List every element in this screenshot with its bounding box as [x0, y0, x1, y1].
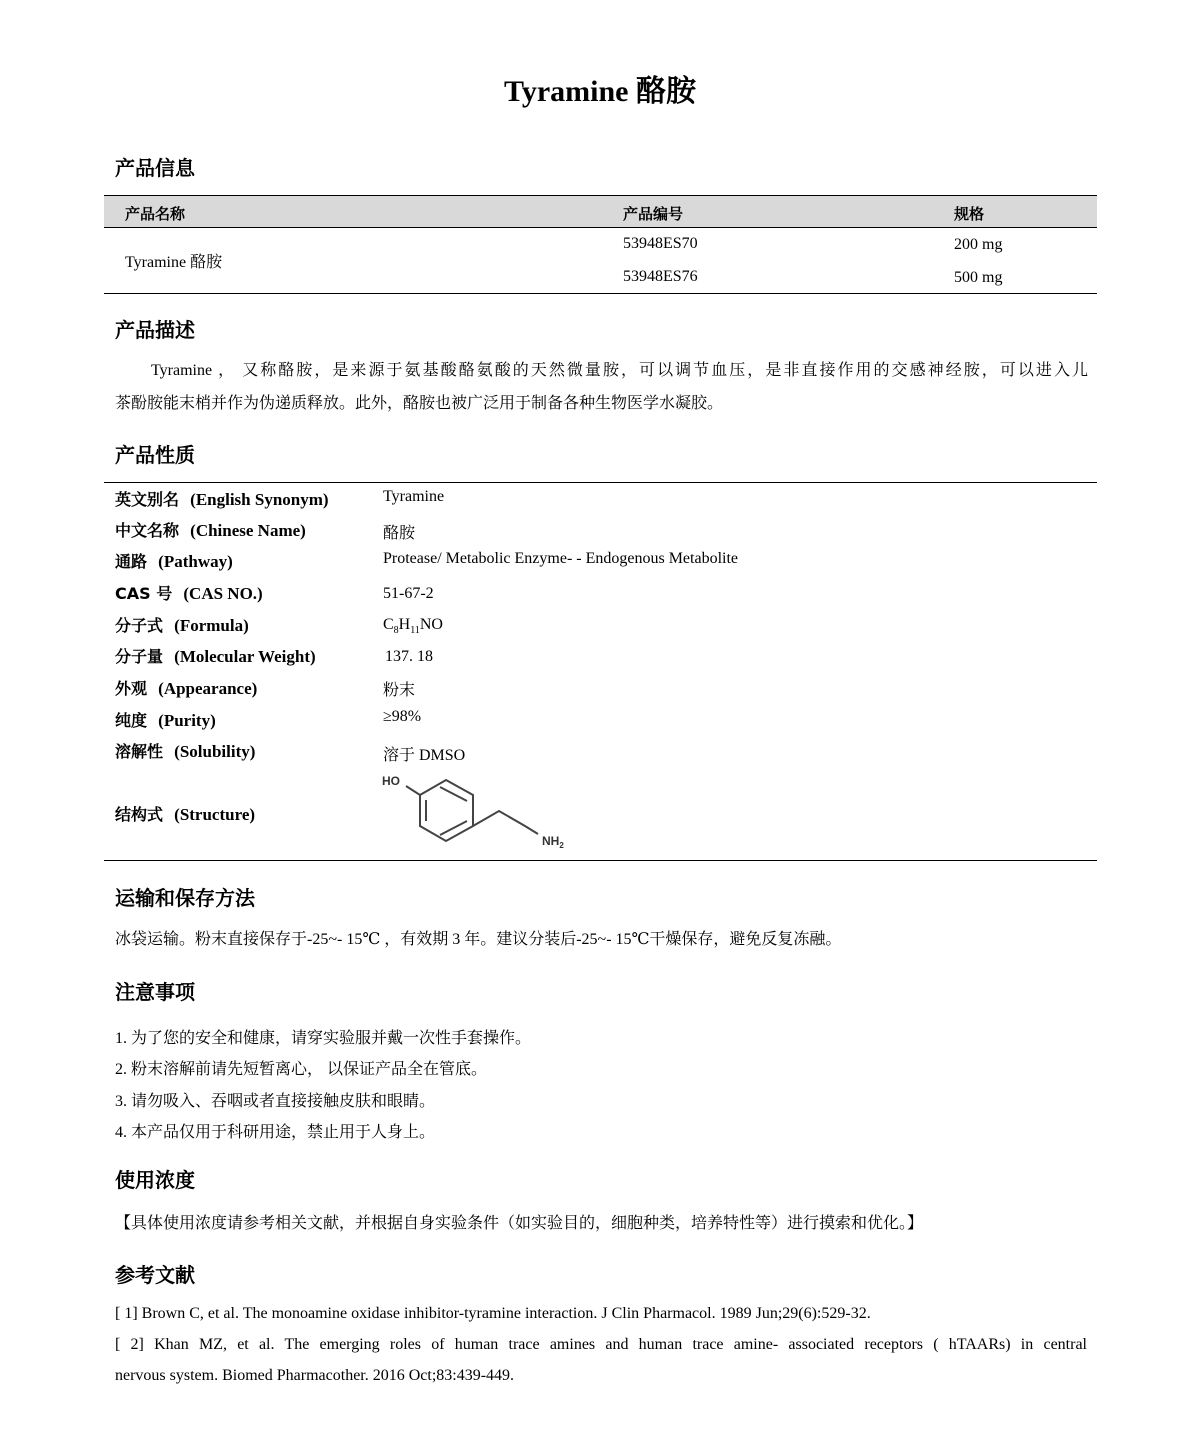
property-label-en: (Formula): [174, 616, 249, 635]
note-item: 1. 为了您的安全和健康，请穿实验服并戴一次性手套操作。: [115, 1030, 532, 1047]
property-label-en: (Solubility): [174, 742, 256, 761]
property-label-cn: 通路: [115, 552, 148, 571]
section-heading-notes: 注意事项: [115, 980, 195, 1004]
section-heading-concentration: 使用浓度: [115, 1168, 195, 1192]
property-value: 溶于 DMSO: [383, 747, 466, 764]
hydroxyl-label: HO: [382, 774, 400, 788]
product-size-cell: 500 mg: [954, 269, 1003, 286]
ethylamine-chain: [473, 811, 538, 834]
amine-label: $NH_2$: [542, 834, 564, 850]
property-label: [115, 708, 216, 731]
property-label: [115, 644, 316, 667]
property-label: [115, 802, 255, 825]
property-label-en: (Chinese Name): [190, 521, 306, 540]
column-header-size: 规格: [954, 205, 985, 223]
table-bottom-rule: [104, 293, 1097, 294]
product-code-cell: 53948ES70: [623, 235, 698, 252]
section-heading-storage: 运输和保存方法: [115, 886, 255, 910]
product-code-cell: 53948ES76: [623, 268, 698, 285]
property-value: 51-67-2: [383, 585, 434, 602]
property-label-en: (Purity): [158, 711, 216, 730]
property-value: ≥98%: [383, 708, 422, 725]
formula-value: $C_8H_{11}NO$: [383, 616, 443, 637]
property-label: [115, 487, 329, 510]
property-label: [115, 518, 306, 541]
tyramine-structure-diagram: [378, 770, 578, 854]
description-line: Tyramine ， 又称酪胺，是来源于氨基酸酪氨酸的天然微量胺，可以调节血压，是非直接作用的交感神经胺，可以进入儿: [151, 362, 1088, 379]
property-label: [115, 549, 233, 572]
property-label-en: (Pathway): [158, 552, 233, 571]
properties-bottom-rule: [104, 860, 1097, 861]
property-label: [115, 676, 257, 699]
property-label-cn: 外观: [115, 679, 148, 698]
reference-item-continuation: nervous system. Biomed Pharmacother. 2016 Oct;83:439-449.: [115, 1367, 515, 1384]
concentration-text: 【具体使用浓度请参考相关文献，并根据自身实验条件（如实验目的，细胞种类，培养特性等）进行摸索和优化。】: [115, 1215, 924, 1232]
document-title: Tyramine 酪胺: [504, 75, 696, 108]
section-heading-product-info: 产品信息: [115, 156, 195, 180]
note-item: 4. 本产品仅用于科研用途，禁止用于人身上。: [115, 1124, 436, 1141]
property-label-cn: 分子量: [115, 647, 164, 666]
property-value: 酪胺: [383, 525, 416, 542]
note-item: 2. 粉末溶解前请先短暂离心， 以保证产品全在管底。: [115, 1061, 488, 1078]
property-label-cn: 分子式: [115, 616, 164, 635]
section-heading-references: 参考文献: [115, 1263, 195, 1287]
property-label-en: (Molecular Weight): [174, 647, 316, 666]
properties-top-rule: [104, 482, 1097, 483]
note-item: 3. 请勿吸入、吞咽或者直接接触皮肤和眼睛。: [115, 1093, 436, 1110]
property-label: [115, 739, 255, 762]
property-label-en: (English Synonym): [190, 490, 329, 509]
benzene-ring: [420, 780, 473, 841]
description-line: 茶酚胺能末梢并作为伪递质释放。此外，酪胺也被广泛用于制备各种生物医学水凝胶。: [115, 395, 724, 412]
property-label-en: (Appearance): [158, 679, 258, 698]
column-header-name: 产品名称: [125, 205, 186, 223]
property-label-cn: 英文别名: [115, 490, 180, 509]
product-name-cell: Tyramine 酪胺: [125, 254, 223, 271]
section-heading-properties: 产品性质: [115, 443, 195, 467]
property-value: 137. 18: [385, 648, 433, 665]
property-label-en: (CAS NO.): [183, 584, 263, 603]
property-label-cn: 溶解性: [115, 742, 164, 761]
product-table-header: [104, 195, 1097, 228]
property-value: Protease/ Metabolic Enzyme- - Endogenous Metabolite: [383, 550, 739, 567]
property-label: [115, 613, 249, 636]
section-heading-description: 产品描述: [115, 318, 195, 342]
reference-item: [ 2] Khan MZ, et al. The emerging roles of human trace amines and human trace amine- associated receptors ( hTAARs) in central: [115, 1336, 1087, 1353]
property-label: [115, 581, 263, 604]
property-label-cn: 纯度: [115, 711, 148, 730]
column-header-code: 产品编号: [623, 205, 684, 223]
property-label-cn: CAS 号: [115, 584, 173, 603]
storage-text: 冰袋运输。粉末直接保存于-25~- 15℃ ，有效期 3 年。建议分装后-25~- 15℃干燥保存，避免反复冻融。: [115, 931, 842, 948]
property-label-cn: 结构式: [115, 805, 164, 824]
property-label-cn: 中文名称: [115, 521, 180, 540]
property-value: 粉末: [383, 682, 416, 699]
reference-item: [ 1] Brown C, et al. The monoamine oxidase inhibitor-tyramine interaction. J Clin Pharmacol. 1989 Jun;29(6):529-32.: [115, 1305, 871, 1322]
product-size-cell: 200 mg: [954, 236, 1003, 253]
property-value: Tyramine: [383, 488, 445, 505]
hydroxyl-bond: [406, 786, 420, 795]
property-label-en: (Structure): [174, 805, 256, 824]
